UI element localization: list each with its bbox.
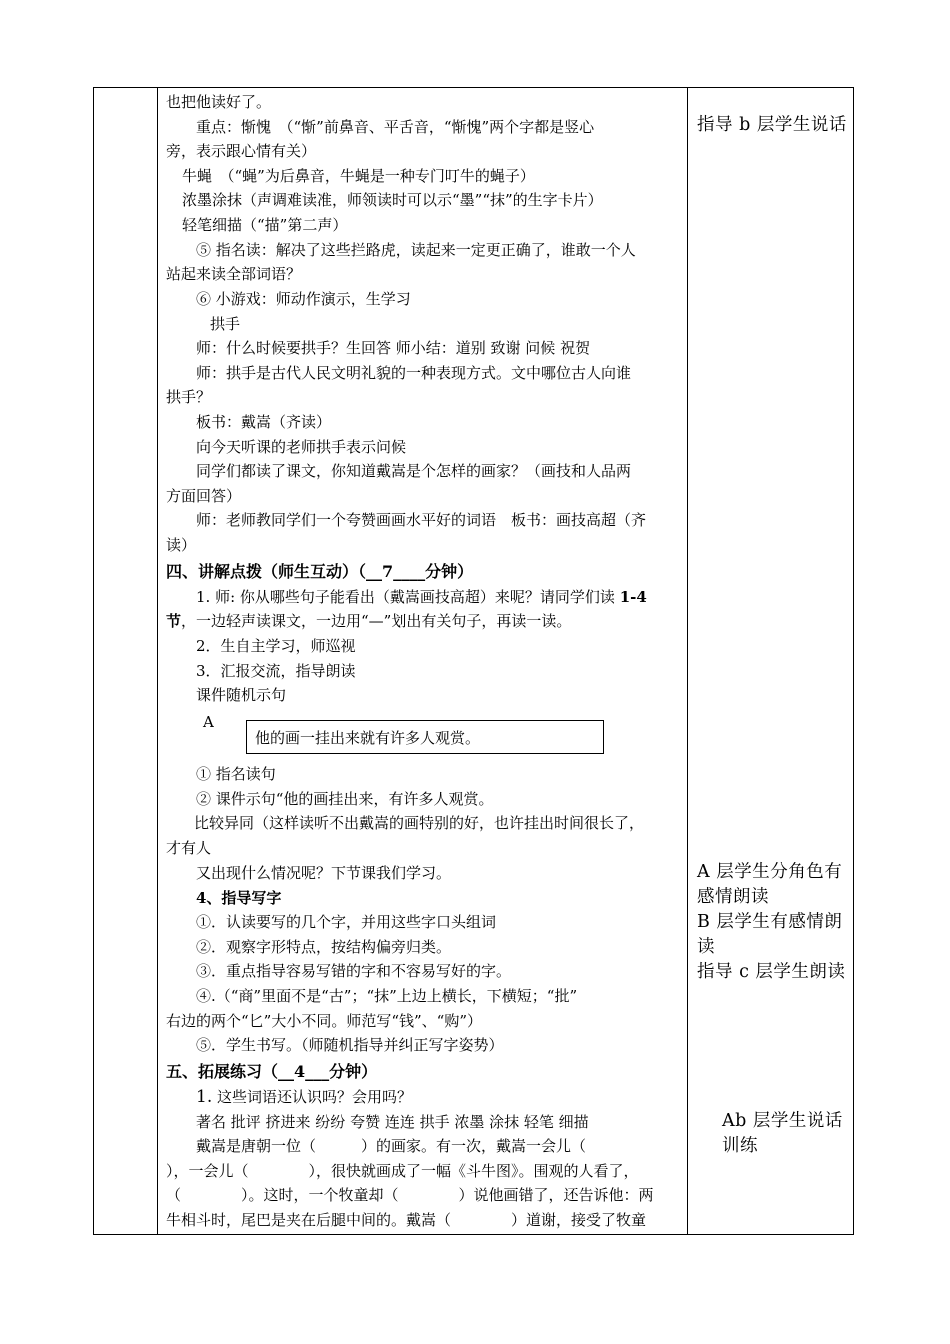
text-line: ②．观察字形特点，按结构偏旁归类。 (196, 938, 452, 956)
text-line: ⑤．学生书写。（师随机指导并纠正写字姿势） (196, 1036, 504, 1054)
section-heading-5: 五、拓展练习（__4___分钟） (166, 1062, 378, 1081)
text-line: 重点：惭愧 （“惭”前鼻音、平舌音，“惭愧”两个字都是竖心 (196, 118, 595, 136)
text-line: 站起来读全部词语？ (166, 265, 302, 283)
note-guide-b: 指导 b 层学生说话 (697, 115, 847, 135)
text-line: ），一会儿（ ），很快就画成了一幅《斗牛图》。围观的人看了， (166, 1162, 639, 1180)
note-guide-c: 指导 c 层学生朗读 (697, 962, 846, 982)
text-line: 拱手？ (166, 388, 212, 406)
text-line: 3．汇报交流，指导朗读 (196, 662, 356, 680)
text-line: （ ）。这时，一个牧童却（ ）说他画错了，还告诉他：两 (166, 1186, 654, 1204)
text-line: 板书：戴嵩（齐读） (196, 413, 332, 431)
text-line: ① 指名读句 (196, 765, 276, 783)
text-line: 向今天听课的老师拱手表示问候 (196, 438, 407, 456)
text-line: ⑥ 小游戏：师动作演示，生学习 (196, 290, 411, 308)
text-line: 比较异同（这样读听不出戴嵩的画特别的好，也许挂出时间很长了， (194, 814, 645, 832)
text-line: 牛相斗时，尾巴是夹在后腿中间的。戴嵩（ ）道谢，接受了牧童 (166, 1211, 647, 1229)
text-line: 右边的两个“匕”大小不同。师范写“钱”、“购”） (166, 1012, 483, 1030)
text-line: ④.（“商”里面不是“古”；“抹”上边上横长，下横短；“批” (196, 987, 578, 1005)
text-line: 方面回答） (166, 487, 242, 505)
example-label: A (203, 713, 214, 731)
text-line: 节，一边轻声读课文，一边用“—”划出有关句子，再读一读。 (166, 612, 572, 630)
text-line: ⑤ 指名读：解决了这些拦路虎，读起来一定更正确了，谁敢一个人 (196, 241, 636, 259)
text-line: 又出现什么情况呢？下节课我们学习。 (196, 864, 452, 882)
text-line: 课件随机示句 (196, 686, 287, 704)
text-line: 师：什么时候要拱手？生回答 师小结：道别 致谢 问候 祝贺 (196, 339, 591, 357)
text-line: 戴嵩是唐朝一位（ ）的画家。有一次，戴嵩一会儿（ (196, 1137, 587, 1155)
note-b-layer: B 层学生有感情朗读 (697, 912, 843, 957)
text-line: 拱手 (210, 315, 241, 333)
column-divider-2 (687, 88, 688, 1234)
text-line: 旁，表示跟心情有关） (166, 142, 317, 160)
text-line: ③．重点指导容易写错的字和不容易写好的字。 (196, 962, 512, 980)
text-line: 也把他读好了。 (166, 93, 272, 111)
note-ab-layer: Ab 层学生说话训练 (722, 1111, 843, 1156)
column-divider-1 (157, 88, 158, 1234)
text-line: 2．生自主学习，师巡视 (196, 637, 356, 655)
text-line: ①．认读要写的几个字，并用这些字口头组词 (196, 913, 497, 931)
text-line: ② 课件示句“他的画挂出来，有许多人观赏。 (196, 790, 494, 808)
text-line: 1. 这些词语还认识吗？会用吗？ (196, 1087, 413, 1107)
text-line: 牛蝇 （“蝇”为后鼻音，牛蝇是一种专门叮牛的蝇子） (182, 167, 535, 185)
lesson-plan-table (93, 87, 854, 1235)
subheading-writing: 4、指导写字 (196, 889, 282, 907)
note-a-layer: A 层学生分角色有感情朗读 (697, 862, 843, 907)
text-line: 读） (166, 536, 197, 554)
text-line: 师：老师教同学们一个夸赞画画水平好的词语 板书：画技高超（齐 (196, 511, 647, 529)
text-line: 浓墨涂抹（声调难读准，师领读时可以示“墨”“抹”的生字卡片） (182, 191, 603, 209)
text-line: 著名 批评 挤进来 纷纷 夸赞 连连 拱手 浓墨 涂抹 轻笔 细描 (196, 1113, 589, 1131)
text-line: 同学们都读了课文，你知道戴嵩是个怎样的画家？（画技和人品两 (196, 462, 632, 480)
text-line: 师：拱手是古代人民文明礼貌的一种表现方式。文中哪位古人向谁 (196, 364, 632, 382)
section-heading-4: 四、讲解点拨（师生互动）（__7____分钟） (166, 562, 474, 581)
text-line: 1. 师: 你从哪些句子能看出（戴嵩画技高超）来呢？请同学们读 1-4 (196, 588, 647, 606)
example-sentence-box: 他的画一挂出来就有许多人观赏。 (246, 720, 604, 754)
text-line: 轻笔细描（“描”第二声） (182, 216, 348, 234)
text-line: 才有人 (166, 839, 212, 857)
